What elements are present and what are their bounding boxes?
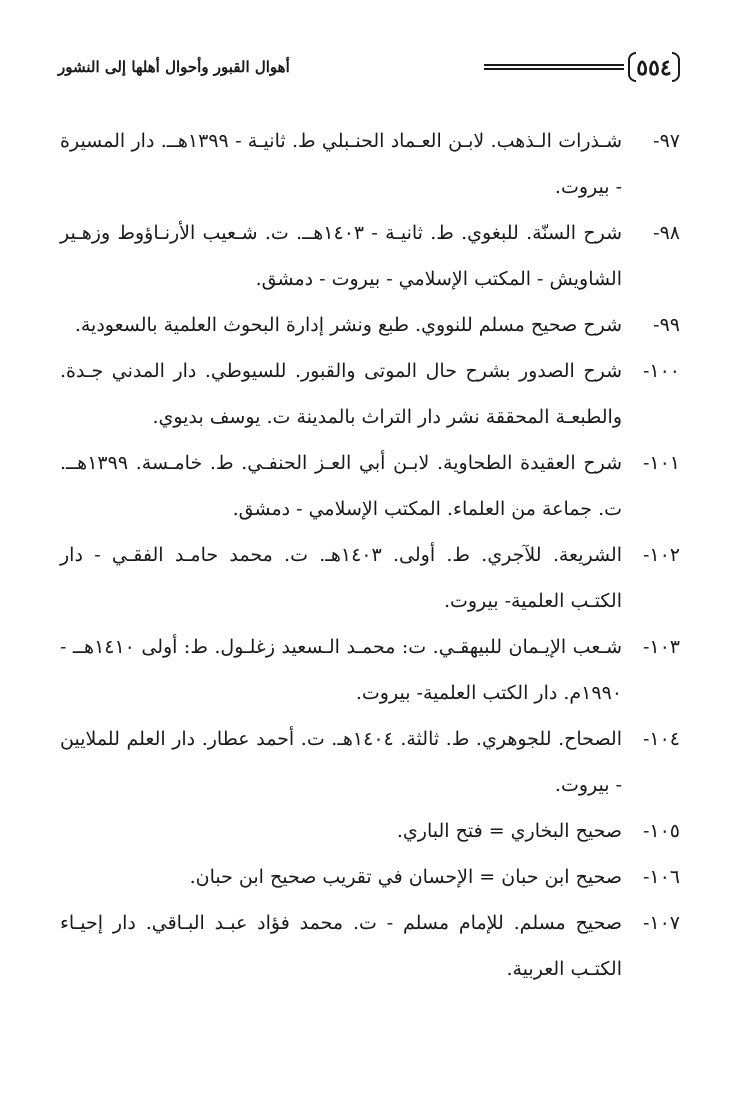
entry-text: شـعب الإيـمان للبيهقـي. ت: محمـد الـسعيد زغلـول. ط: أولى ١٤١٠هــ - ١٩٩٠م. دار الكتب العلمية- بيروت.	[60, 636, 622, 704]
entry-number: ٩٨-	[653, 222, 680, 244]
bracket-right-decoration	[672, 52, 680, 82]
bibliography-entry	[60, 716, 680, 808]
bibliography-entry	[60, 900, 680, 992]
bibliography-entry	[60, 532, 680, 624]
entry-text: صحيح البخاري = فتح الباري.	[396, 820, 622, 842]
bibliography-entry	[60, 118, 680, 210]
entry-number: ٩٧-	[653, 130, 680, 152]
bracket-left-decoration	[628, 52, 636, 82]
running-title: أهوال القبور وأحوال أهلها إلى النشور	[58, 58, 290, 76]
bibliography-entry	[60, 808, 680, 854]
page-number	[628, 48, 680, 88]
entry-number: ٩٩-	[653, 314, 680, 336]
bibliography-entry	[60, 210, 680, 302]
entry-text: شرح صحيح مسلم للنووي. طبع ونشر إدارة البحوث العلمية بالسعودية.	[74, 314, 622, 336]
page-header	[58, 48, 680, 98]
entry-text: شـذرات الـذهب. لابـن العـماد الحنـبلي ط. ثانيـة - ١٣٩٩هــ. دار المسيرة - بيروت.	[60, 130, 622, 198]
entry-text: شرح الصدور بشرح حال الموتى والقبور. للسيوطي. دار المدني جـدة. والطبعـة المحققة نشر دار التراث بالمدينة ت. يوسف بديوي.	[60, 360, 622, 428]
entry-text: صحيح ابن حبان = الإحسان في تقريب صحيح ابن حبان.	[189, 866, 622, 888]
bibliography-entry	[60, 440, 680, 532]
entry-text: صحيح مسلم. للإمام مسلم - ت. محمد فؤاد عبـد البـاقي. دار إحيـاء الكتـب العربية.	[60, 912, 622, 980]
page-number-text: ٥٥٤	[636, 55, 672, 81]
entry-text: الشريعة. للآجري. ط. أولى. ١٤٠٣هـ. ت. محمد حامـد الفقـي - دار الكتـب العلمية- بيروت.	[60, 544, 622, 612]
entry-number: ١٠٠-	[642, 360, 680, 382]
entry-number: ١٠٣-	[642, 636, 680, 658]
entry-text: شرح السنّة. للبغوي. ط. ثانيـة - ١٤٠٣هــ. ت. شـعيب الأرنـاؤوط وزهـير الشاويش - المكتب الإسلامي - بيروت - دمشق.	[60, 222, 622, 290]
entry-text: شرح العقيدة الطحاوية. لابـن أبي العـز الحنفـي. ط. خامـسة. ١٣٩٩هــ. ت. جماعة من العلماء. المكتب الإسلامي - دمشق.	[60, 452, 622, 520]
bibliography-entry	[60, 854, 680, 900]
bibliography-list	[60, 118, 680, 992]
entry-number: ١٠٤-	[642, 728, 680, 750]
entry-number: ١٠١-	[642, 452, 680, 474]
header-divider	[484, 64, 624, 70]
entry-text: الصحاح. للجوهري. ط. ثالثة. ١٤٠٤هـ. ت. أحمد عطار. دار العلم للملايين - بيروت.	[60, 728, 622, 796]
entry-number: ١٠٢-	[642, 544, 680, 566]
bibliography-entry	[60, 624, 680, 716]
entry-number: ١٠٧-	[642, 912, 680, 934]
entry-number: ١٠٦-	[642, 866, 680, 888]
bibliography-entry	[60, 348, 680, 440]
entry-number: ١٠٥-	[642, 820, 680, 842]
bibliography-entry	[60, 302, 680, 348]
